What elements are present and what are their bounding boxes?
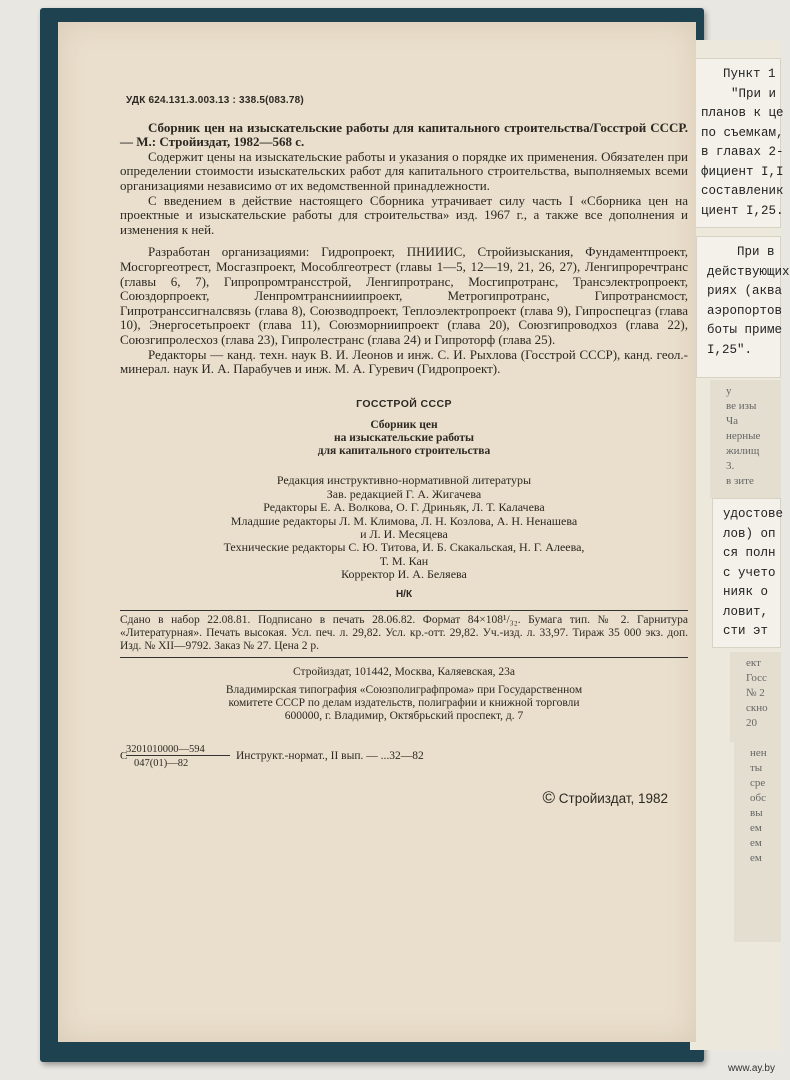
typed-line: сти эт — [723, 624, 769, 638]
gray-page-fragment-2 — [730, 652, 781, 742]
gray-line: в зите — [726, 475, 754, 487]
code-prefix: С — [120, 749, 128, 762]
developers: Разработан организациями: Гидропроект, ПНИИИС, Стройизыскания, Фундаментпроект, Мосгоргеотрест, Мосгазпроект, Мособлгеотрест (главы 1—5, 12—19, 21, 26, 27), Ленгипроречтранс (главы 6, 7), Гипропромтрансстрой, Ленгипротранс, Мосгипротранс, Трансэлектропроект, Союздорпроект, Ленпромтранснииипроект, Метрогипротранс, Гипротрансмост, Гипротранссигналсвязь (глава 8), Союзводпроект, Теплоэлектропроект (глава 9), Гипроспецгаз (глава 10), Энергосетьпроект (глава 11), Союзморниипроект (глава 20), Союзгипроводхоз (глава 22), Союзгипролесхоз (глава 23), Гипролестранс (глава 24) и Гипроторф (глава 25). — [120, 244, 688, 347]
gray-line: сре — [750, 777, 766, 789]
typed-line: в главах 2- — [701, 145, 784, 159]
copyright — [120, 787, 688, 807]
typed-insert-1 — [690, 58, 784, 228]
book-title-line: на изыскательские работы — [333, 432, 475, 445]
typed-line: Пункт 1 — [723, 67, 776, 81]
gray-line: ект — [746, 657, 761, 669]
gray-line: ем — [750, 822, 762, 834]
udk-code: УДК 624.131.3.003.13 : 338.5(083.78) — [126, 95, 304, 106]
gray-line: нен — [750, 747, 767, 759]
editorial-line: Зав. редакцией Г. А. Жигачева — [326, 486, 482, 501]
code-denominator: 047(01)—82 — [134, 757, 189, 769]
code-numerator: 3201010000—594 — [126, 743, 205, 755]
typed-line: нияк о — [723, 585, 769, 599]
typed-line: фициент I,I — [701, 164, 784, 179]
typed-insert-3 — [712, 498, 784, 648]
code-suffix: Инструкт.-нормат., II вып. — ...32—82 — [236, 749, 424, 762]
gray-line: 20 — [746, 717, 757, 729]
book-title-line: Сборник цен — [370, 419, 438, 432]
typed-line: "При и — [731, 86, 777, 101]
typed-line: составленик — [701, 184, 784, 198]
gray-line: № 2 — [746, 687, 765, 699]
imprint-block: Сдано в набор 22.08.81. Подписано в печать 28.06.82. Формат 84×108¹/₃₂. Бумага тип. № 2. Гарнитура «Литературная». Печать высокая. Усл. печ. л. 29,82. Усл. кр.-отт. 29,82. Уч.-изд. л. 33,97. Тираж 35 000 экз. доп. Изд. № XII—9792. Заказ № 27. Цена 2 р. — [120, 610, 688, 657]
gray-line: обс — [750, 792, 766, 804]
gray-line: Госс — [746, 672, 767, 684]
page-content — [120, 94, 688, 806]
code-fraction-line — [126, 755, 230, 756]
editorial-staff — [120, 474, 688, 581]
gray-line: ве изы — [726, 400, 757, 412]
book-page — [58, 22, 696, 1042]
gray-line: Ча — [726, 415, 739, 427]
copyright-text: Стройиздат, 1982 — [558, 790, 668, 806]
typed-line: действующих — [707, 264, 790, 279]
typed-line: При в — [737, 245, 775, 259]
editorial-line: и Л. И. Месяцева — [360, 526, 448, 541]
gray-line: 3. — [726, 460, 735, 472]
replacement-note: С введением в действие настоящего Сборника утрачивает силу часть I «Сборника цен на проектные и изыскательские работы для строительства» изд. 1967 г., а также все дополнения и изменения к ней. — [120, 192, 688, 237]
nk-mark: Н/К — [395, 588, 413, 600]
editorial-line: Технические редакторы С. Ю. Титова, И. Б. Скакальская, Н. Г. Алеева, — [223, 540, 585, 555]
copyright-symbol: © — [542, 787, 555, 807]
editorial-line: Редакторы Е. А. Волкова, О. Г. Дриньяк, Л. Т. Калачева — [263, 500, 545, 515]
catalog-code — [120, 743, 688, 777]
typed-line: I,25". — [707, 342, 753, 357]
typed-line: ся полн — [723, 546, 776, 560]
gray-line: скно — [746, 702, 768, 714]
typed-insert-2 — [696, 236, 790, 378]
typed-line: риях (аква — [707, 284, 783, 298]
typed-line: ловит, — [723, 604, 769, 619]
typed-line: удостове — [723, 507, 784, 521]
inserted-papers — [690, 40, 790, 1050]
publisher-title: ГОССТРОЙ СССР — [356, 397, 452, 410]
typed-line: лов) оп — [723, 526, 776, 541]
typed-line: боты приме — [707, 323, 783, 337]
editors-note: Редакторы — канд. техн. наук В. И. Леонов и инж. С. И. Рыхлова (Госстрой СССР), канд. геол.-минерал. наук И. А. Парабучев и инж. М. А. Гуревич (Гидропроект). — [120, 346, 688, 377]
typed-line: циент I,25. — [701, 203, 784, 218]
editorial-line: Младшие редакторы Л. М. Климова, Л. Н. Козлова, А. Н. Ненашева — [230, 513, 578, 528]
gray-line: у — [726, 385, 732, 397]
address-line: Владимирская типография «Союзполиграфпрома» при Государственном — [225, 684, 583, 697]
book-title-line: для капитального строительства — [317, 445, 491, 458]
gray-line: жилищ — [726, 445, 760, 457]
gray-line: ем — [750, 837, 762, 849]
catalog-entry — [120, 121, 688, 150]
typed-line: по съемкам, — [701, 125, 784, 140]
typed-line: с учето — [723, 565, 776, 580]
gray-page-fragment — [710, 380, 781, 498]
gray-line: вы — [750, 807, 763, 819]
gray-line: ты — [750, 762, 763, 774]
catalog-entry-text: Сборник цен на изыскательские работы для капитального строительства/Госстрой СССР. — М.: Стройиздат, 1982—568 с. — [120, 119, 688, 150]
address-line: комитете СССР по делам издательств, полиграфии и книжной торговли — [228, 697, 580, 710]
address-block — [120, 666, 688, 723]
typed-line: аэропортов — [707, 303, 783, 318]
gray-line: нерные — [726, 430, 761, 442]
annotation: Содержит цены на изыскательские работы и указания о порядке их применения. Обязателен при определении стоимости изыскательских работ для капитального строительства, выполняемых всеми организациями независимо от их ведомственной принадлежности. — [120, 148, 688, 193]
typed-line: планов к це — [701, 106, 784, 120]
address-line: 600000, г. Владимир, Октябрьский проспект, д. 7 — [284, 709, 524, 722]
editorial-line: Редакция инструктивно-нормативной литературы — [276, 473, 532, 488]
gray-page-fragment-3 — [734, 742, 781, 942]
editorial-line: Корректор И. А. Беляева — [341, 567, 467, 582]
watermark: www.ay.by — [727, 1063, 775, 1074]
address-line: Стройиздат, 101442, Москва, Каляевская, 23а — [293, 665, 515, 678]
editorial-line: Т. М. Кан — [379, 553, 429, 568]
gray-line: ем — [750, 852, 762, 864]
